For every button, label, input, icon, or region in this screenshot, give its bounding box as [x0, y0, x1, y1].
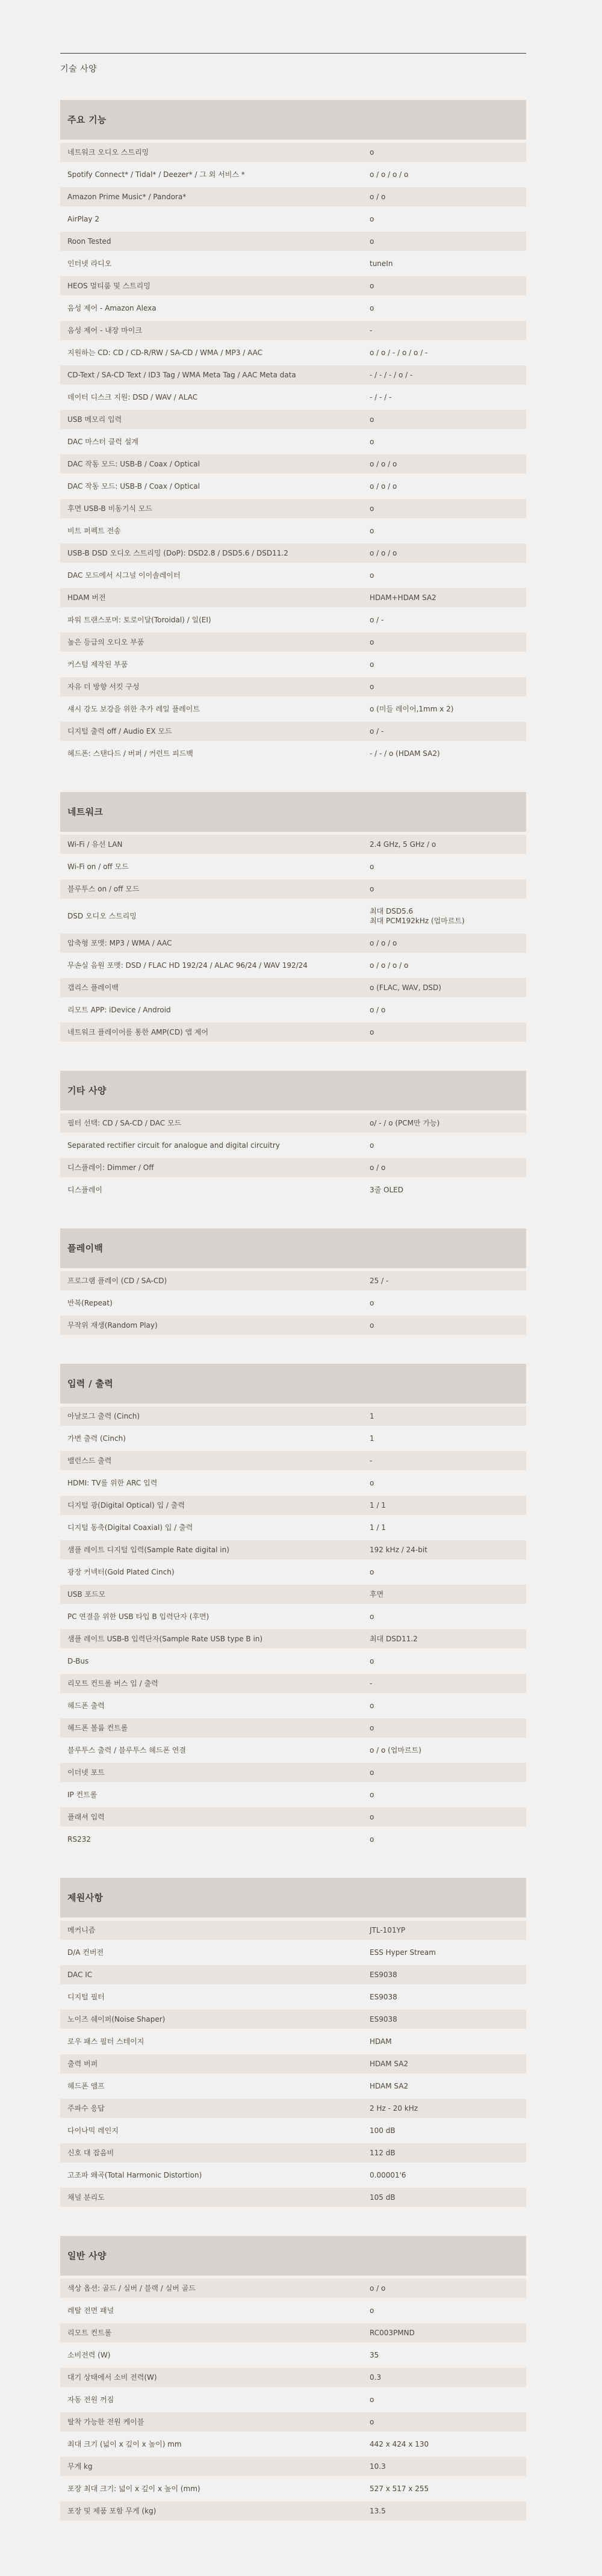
spec-value: o — [370, 527, 374, 535]
spec-value: HDAM+HDAM SA2 — [370, 593, 436, 602]
spec-value: o — [370, 2306, 374, 2315]
spec-value: - — [370, 326, 373, 335]
spec-section — [60, 1228, 526, 1335]
spec-label: 가변 출력 (Cinch) — [67, 1434, 126, 1443]
spec-label: 프로그램 플레이 (CD / SA-CD) — [67, 1277, 167, 1285]
spec-row — [60, 1155, 526, 1177]
spec-value: o — [370, 148, 374, 156]
spec-value: o / o — [370, 193, 386, 201]
section-title: 기타 사양 — [60, 1071, 526, 1110]
spec-row — [60, 1715, 526, 1738]
spec-value: o / - — [370, 616, 384, 624]
spec-row — [60, 2320, 526, 2342]
spec-row — [60, 1515, 526, 1537]
spec-row — [60, 2029, 526, 2051]
spec-value: 1 / 1 — [370, 1523, 386, 1532]
spec-row — [60, 540, 526, 563]
spec-value: 10.3 — [370, 2462, 386, 2471]
spec-label: 자유 더 방향 서킷 구성 — [67, 683, 140, 691]
spec-value: ESS Hyper Stream — [370, 1948, 436, 1957]
spec-value: 1 / 1 — [370, 1501, 386, 1509]
spec-row — [60, 251, 526, 273]
spec-label: Roon Tested — [67, 237, 111, 246]
spec-label: 노이즈 쉐이퍼(Noise Shaper) — [67, 2015, 166, 2023]
spec-value: - — [370, 1457, 373, 1465]
spec-label: 주파수 응답 — [67, 2104, 105, 2113]
spec-row — [60, 2476, 526, 2498]
spec-value: HDAM SA2 — [370, 2082, 409, 2090]
section-title: 주요 기능 — [60, 100, 526, 140]
spec-table — [60, 140, 526, 763]
spec-label: 아날로그 출력 (Cinch) — [67, 1412, 140, 1420]
spec-row — [60, 1020, 526, 1042]
spec-value: 0.00001'6 — [370, 2171, 406, 2179]
spec-value: o — [370, 504, 374, 513]
spec-label: 데이터 디스크 지원: DSD / WAV / ALAC — [67, 393, 198, 401]
spec-label: 높은 등급의 오디오 부품 — [67, 638, 144, 646]
spec-row — [60, 340, 526, 362]
spec-value: o — [370, 638, 374, 646]
spec-row — [60, 1782, 526, 1804]
spec-row — [60, 407, 526, 429]
spec-value: 1 — [370, 1412, 374, 1420]
spec-row — [60, 296, 526, 318]
spec-label: 디지털 출력 off / Audio EX 모드 — [67, 727, 172, 735]
spec-label: 샘플 레이트 디지털 입력(Sample Rate digital in) — [67, 1546, 229, 1554]
spec-value: 1 — [370, 1434, 374, 1443]
spec-label: DAC 작동 모드: USB-B / Coax / Optical — [67, 460, 200, 468]
spec-row — [60, 496, 526, 518]
spec-label: 헤드폰 볼륨 컨트롤 — [67, 1724, 128, 1732]
spec-label: 후면 USB-B 비동기식 모드 — [67, 504, 152, 513]
spec-label: Separated rectifier circuit for analogue and digital circuitry — [67, 1141, 280, 1150]
spec-label: D-Bus — [67, 1657, 89, 1665]
spec-value: 527 x 517 x 255 — [370, 2485, 429, 2493]
spec-section — [60, 2236, 526, 2521]
spec-label: Amazon Prime Music* / Pandora* — [67, 193, 187, 201]
spec-row — [60, 1738, 526, 1760]
spec-value: 442 x 424 x 130 — [370, 2440, 429, 2448]
spec-row — [60, 2007, 526, 2029]
spec-value: o / o / o — [370, 939, 397, 947]
spec-label: CD-Text / SA-CD Text / ID3 Tag / WMA Meta Tag / AAC Meta data — [67, 371, 296, 379]
spec-value: o / o (업마르트) — [370, 1746, 421, 1754]
spec-row — [60, 1110, 526, 1133]
spec-table — [60, 1918, 526, 2207]
spec-label: DSD 오디오 스트리밍 — [67, 912, 137, 920]
spec-value: o — [370, 1724, 374, 1732]
spec-row — [60, 741, 526, 763]
spec-label: 리모트 컨트롤 버스 입 / 출력 — [67, 1679, 158, 1688]
spec-label: 고조파 왜곡(Total Harmonic Distortion) — [67, 2171, 202, 2179]
spec-section — [60, 792, 526, 1042]
spec-value: 35 — [370, 2351, 379, 2359]
spec-row — [60, 1804, 526, 1827]
spec-label: 무손실 음원 포맷: DSD / FLAC HD 192/24 / ALAC 96/24 / WAV 192/24 — [67, 961, 308, 970]
spec-row — [60, 474, 526, 496]
spec-value: o — [370, 1791, 374, 1799]
spec-label: 리모트 컨트롤 — [67, 2329, 112, 2337]
spec-table — [60, 2276, 526, 2521]
spec-value: 100 dB — [370, 2126, 396, 2135]
spec-value: 25 / - — [370, 1277, 389, 1285]
spec-section — [60, 1071, 526, 1200]
spec-value: o — [370, 571, 374, 580]
spec-row — [60, 2298, 526, 2320]
spec-row — [60, 1290, 526, 1313]
spec-label: DAC 마스터 클럭 설계 — [67, 438, 138, 446]
spec-row — [60, 2498, 526, 2521]
spec-row — [60, 1918, 526, 1940]
spec-label: 포장 및 제품 포함 무게 (kg) — [67, 2507, 157, 2515]
spec-row — [60, 2051, 526, 2073]
section-title: 입력 / 출력 — [60, 1364, 526, 1404]
spec-row — [60, 2454, 526, 2476]
spec-label: 압축형 포맷: MP3 / WMA / AAC — [67, 939, 172, 947]
spec-value: JTL-101YP — [370, 1926, 406, 1934]
spec-label: 색상 옵션: 골드 / 실버 / 블랙 / 실버 골드 — [67, 2284, 196, 2293]
spec-value: o — [370, 2418, 374, 2426]
spec-row — [60, 451, 526, 474]
spec-row — [60, 362, 526, 385]
section-title: 제원사항 — [60, 1878, 526, 1918]
spec-row — [60, 162, 526, 184]
spec-value: 3줄 OLED — [370, 1186, 403, 1194]
spec-page — [60, 53, 526, 2521]
spec-row — [60, 1133, 526, 1155]
spec-label: 다이나믹 레인지 — [67, 2126, 119, 2135]
spec-label: 갭리스 플레이백 — [67, 983, 119, 992]
spec-value: 최대 DSD5.6 최대 PCM192kHz (업마르트) — [370, 907, 465, 925]
spec-row — [60, 1426, 526, 1448]
spec-row — [60, 2163, 526, 2185]
spec-label: 광장 커넥터(Gold Plated Cinch) — [67, 1568, 175, 1576]
spec-value: - / - / - / o / - — [370, 371, 413, 379]
spec-row — [60, 630, 526, 652]
spec-value: - — [370, 1679, 373, 1688]
spec-label: 대기 상태에서 소비 전력(W) — [67, 2373, 157, 2382]
spec-row — [60, 854, 526, 876]
spec-row — [60, 206, 526, 229]
section-title: 네트워크 — [60, 792, 526, 832]
spec-table — [60, 1404, 526, 1849]
spec-value: o — [370, 862, 374, 871]
spec-value: o — [370, 1701, 374, 1710]
spec-label: 플래셔 입력 — [67, 1813, 105, 1821]
spec-value: o — [370, 2395, 374, 2404]
spec-value: o (미들 레이어,1mm x 2) — [370, 705, 454, 713]
spec-label: USB-B DSD 오디오 스트리밍 (DoP): DSD2.8 / DSD5.6 / DSD11.2 — [67, 549, 288, 557]
spec-label: Wi-Fi on / off 모드 — [67, 862, 129, 871]
spec-label: 신호 대 잡음비 — [67, 2149, 114, 2157]
spec-value: o / o / o — [370, 482, 397, 491]
spec-row — [60, 1626, 526, 1649]
spec-label: 비트 퍼펙트 전송 — [67, 527, 121, 535]
spec-label: 최대 크기 (넓이 x 깊이 x 높이) mm — [67, 2440, 182, 2448]
spec-row — [60, 1582, 526, 1604]
spec-row — [60, 518, 526, 540]
spec-table — [60, 1110, 526, 1200]
spec-row — [60, 652, 526, 674]
spec-row — [60, 1559, 526, 1582]
spec-sections — [60, 100, 526, 2521]
spec-label: 메커니즘 — [67, 1926, 96, 1934]
spec-value: o — [370, 237, 374, 246]
spec-label: IP 컨트롤 — [67, 1791, 98, 1799]
spec-value: ES9038 — [370, 2015, 397, 2023]
spec-label: USB 메모리 입력 — [67, 415, 122, 424]
spec-value: o / o / o — [370, 549, 397, 557]
spec-label: 출력 버퍼 — [67, 2060, 98, 2068]
spec-label: 파워 트랜스포머: 토로이달(Toroidal) / 일(EI) — [67, 616, 211, 624]
spec-table — [60, 832, 526, 1042]
spec-label: 인터넷 라디오 — [67, 259, 112, 268]
spec-label: 반복(Repeat) — [67, 1299, 113, 1307]
spec-label: 포장 최대 크기: 넓이 x 깊이 x 높이 (mm) — [67, 2485, 200, 2493]
spec-label: 밸런스드 출력 — [67, 1457, 112, 1465]
spec-value: o — [370, 438, 374, 446]
spec-label: 디지털 광(Digital Optical) 입 / 출력 — [67, 1501, 185, 1509]
spec-label: 네트워크 플레이어를 통한 AMP(CD) 앱 제어 — [67, 1028, 209, 1036]
spec-value: o — [370, 1568, 374, 1576]
spec-row — [60, 1537, 526, 1559]
spec-value: o/ - / o (PCM만 가능) — [370, 1119, 440, 1127]
spec-label: 디지털 동축(Digital Coaxial) 입 / 출력 — [67, 1523, 193, 1532]
spec-row — [60, 1984, 526, 2007]
spec-value: o / - — [370, 727, 384, 735]
spec-value: o — [370, 215, 374, 223]
spec-value: o (FLAC, WAV, DSD) — [370, 983, 441, 992]
spec-value: o — [370, 1612, 374, 1621]
spec-label: 소비전력 (W) — [67, 2351, 111, 2359]
spec-label: HDAM 버전 — [67, 593, 106, 602]
spec-row — [60, 1962, 526, 1984]
spec-section — [60, 1878, 526, 2207]
spec-value: o — [370, 660, 374, 669]
spec-label: 커스텀 제작된 부품 — [67, 660, 128, 669]
spec-value: tuneIn — [370, 259, 393, 268]
spec-label: 레탈 전면 패널 — [67, 2306, 114, 2315]
spec-value: 최대 DSD11.2 — [370, 1635, 418, 1643]
spec-value: o / o / o / o — [370, 961, 409, 970]
spec-row — [60, 2342, 526, 2365]
spec-row — [60, 953, 526, 975]
spec-row — [60, 318, 526, 340]
spec-row — [60, 1404, 526, 1426]
spec-row — [60, 585, 526, 607]
spec-value: o — [370, 1321, 374, 1330]
spec-value: - / - / o (HDAM SA2) — [370, 749, 440, 758]
spec-row — [60, 273, 526, 296]
spec-label: D/A 컨버전 — [67, 1948, 104, 1957]
spec-label: RS232 — [67, 1835, 91, 1844]
spec-row — [60, 1493, 526, 1515]
spec-value: o / o — [370, 2284, 386, 2293]
spec-value: o — [370, 885, 374, 893]
spec-value: HDAM SA2 — [370, 2060, 409, 2068]
spec-label: 무게 kg — [67, 2462, 93, 2471]
spec-row — [60, 2276, 526, 2298]
spec-label: 지원하는 CD: CD / CD-R/RW / SA-CD / WMA / MP3 / AAC — [67, 348, 262, 357]
spec-row — [60, 1177, 526, 1200]
spec-label: Wi-Fi / 유선 LAN — [67, 840, 123, 849]
spec-row — [60, 607, 526, 630]
spec-row — [60, 229, 526, 251]
spec-label: 샘플 레이트 USB-B 입력단자(Sample Rate USB type B in) — [67, 1635, 263, 1643]
spec-row — [60, 975, 526, 997]
spec-row — [60, 429, 526, 451]
page-title: 기술 사양 — [60, 64, 98, 74]
spec-label: HEOS 멀티룸 및 스트리밍 — [67, 282, 150, 290]
spec-row — [60, 385, 526, 407]
spec-label: 탈착 가능한 전원 케이블 — [67, 2418, 144, 2426]
spec-label: 디스플레이: Dimmer / Off — [67, 1163, 154, 1172]
spec-row — [60, 1604, 526, 1626]
spec-value: o / o / - / o / o / - — [370, 348, 428, 357]
spec-value: o — [370, 1657, 374, 1665]
spec-label: DAC 모드에서 시그널 이이솔레이터 — [67, 571, 181, 580]
spec-row — [60, 1470, 526, 1493]
spec-label: 디지털 필터 — [67, 1993, 105, 2001]
spec-row — [60, 1827, 526, 1849]
spec-label: DAC IC — [67, 1971, 93, 1979]
spec-value: o / o — [370, 1163, 386, 1172]
spec-label: 채널 분리도 — [67, 2193, 105, 2202]
spec-row — [60, 899, 526, 930]
spec-row — [60, 563, 526, 585]
spec-row — [60, 2365, 526, 2387]
spec-value: 2 Hz - 20 kHz — [370, 2104, 418, 2113]
spec-row — [60, 2185, 526, 2207]
spec-label: 블루투스 출력 / 블루투스 헤드폰 연결 — [67, 1746, 186, 1754]
spec-table — [60, 1268, 526, 1335]
spec-value: 105 dB — [370, 2193, 396, 2202]
spec-value: o — [370, 1028, 374, 1036]
spec-row — [60, 876, 526, 899]
spec-value: 후면 — [370, 1590, 384, 1599]
spec-value: o — [370, 1835, 374, 1844]
spec-label: USB 포드모 — [67, 1590, 106, 1599]
spec-row — [60, 2118, 526, 2140]
spec-value: o / o / o — [370, 460, 397, 468]
spec-value: HDAM — [370, 2037, 392, 2046]
spec-row — [60, 696, 526, 719]
top-divider — [60, 53, 526, 54]
spec-row — [60, 140, 526, 162]
spec-value: o — [370, 1299, 374, 1307]
spec-row — [60, 1760, 526, 1782]
spec-row — [60, 1448, 526, 1470]
spec-row — [60, 1940, 526, 1962]
spec-row — [60, 832, 526, 854]
spec-value: ES9038 — [370, 1971, 397, 1979]
spec-value: 0.3 — [370, 2373, 382, 2382]
spec-label: 음성 제어 - Amazon Alexa — [67, 304, 157, 312]
spec-row — [60, 2140, 526, 2163]
spec-label: PC 연결을 위한 USB 타입 B 입력단자 (후면) — [67, 1612, 209, 1621]
spec-value: o — [370, 415, 374, 424]
spec-value: 192 kHz / 24-bit — [370, 1546, 427, 1554]
spec-row — [60, 1268, 526, 1290]
spec-value: 112 dB — [370, 2149, 396, 2157]
spec-value: 13.5 — [370, 2507, 386, 2515]
spec-section — [60, 1364, 526, 1849]
spec-value: o / o / o / o — [370, 170, 409, 179]
spec-row — [60, 719, 526, 741]
spec-label: 필터 선택: CD / SA-CD / DAC 모드 — [67, 1119, 182, 1127]
spec-label: AirPlay 2 — [67, 215, 99, 223]
spec-label: 블루투스 on / off 모드 — [67, 885, 140, 893]
section-title: 일반 사양 — [60, 2236, 526, 2276]
spec-label: 디스플레이 — [67, 1186, 102, 1194]
spec-label: 자동 전원 꺼짐 — [67, 2395, 114, 2404]
spec-value: o — [370, 1813, 374, 1821]
section-title: 플레이백 — [60, 1228, 526, 1268]
spec-row — [60, 2387, 526, 2409]
spec-label: Spotify Connect* / Tidal* / Deezer* / 그 외 서비스 * — [67, 170, 245, 179]
spec-row — [60, 2096, 526, 2118]
spec-section — [60, 100, 526, 763]
spec-row — [60, 2073, 526, 2096]
spec-value: o / o — [370, 1006, 386, 1014]
spec-label: 이더넷 포트 — [67, 1768, 105, 1777]
spec-label: 헤드폰 출력 — [67, 1701, 105, 1710]
spec-row — [60, 184, 526, 206]
spec-label: 네트워크 오디오 스트리밍 — [67, 148, 149, 156]
spec-value: - / - / - — [370, 393, 392, 401]
spec-row — [60, 1693, 526, 1715]
spec-row — [60, 930, 526, 953]
spec-row — [60, 2409, 526, 2432]
spec-value: 2.4 GHz, 5 GHz / o — [370, 840, 436, 849]
spec-label: DAC 작동 모드: USB-B / Coax / Optical — [67, 482, 200, 491]
spec-row — [60, 1671, 526, 1693]
spec-value: RC003PMND — [370, 2329, 415, 2337]
spec-label: 로우 패스 필터 스테이지 — [67, 2037, 144, 2046]
spec-label: 헤드폰: 스탠다드 / 버퍼 / 커런트 피드백 — [67, 749, 193, 758]
spec-row — [60, 1649, 526, 1671]
spec-row — [60, 997, 526, 1020]
spec-value: o — [370, 1768, 374, 1777]
spec-value: o — [370, 1479, 374, 1487]
spec-value: o — [370, 683, 374, 691]
spec-label: 섀시 강도 보강을 위한 추가 레일 플레이트 — [67, 705, 200, 713]
spec-label: 무작위 재생(Random Play) — [67, 1321, 158, 1330]
spec-row — [60, 1313, 526, 1335]
spec-value: ES9038 — [370, 1993, 397, 2001]
spec-label: HDMI: TV를 위한 ARC 입력 — [67, 1479, 158, 1487]
spec-label: 헤드폰 앰프 — [67, 2082, 105, 2090]
spec-value: o — [370, 1141, 374, 1150]
spec-label: 음성 제어 - 내장 마이크 — [67, 326, 142, 335]
spec-row — [60, 2432, 526, 2454]
spec-value: o — [370, 304, 374, 312]
spec-label: 리모트 APP: iDevice / Android — [67, 1006, 171, 1014]
spec-row — [60, 674, 526, 696]
spec-value: o — [370, 282, 374, 290]
